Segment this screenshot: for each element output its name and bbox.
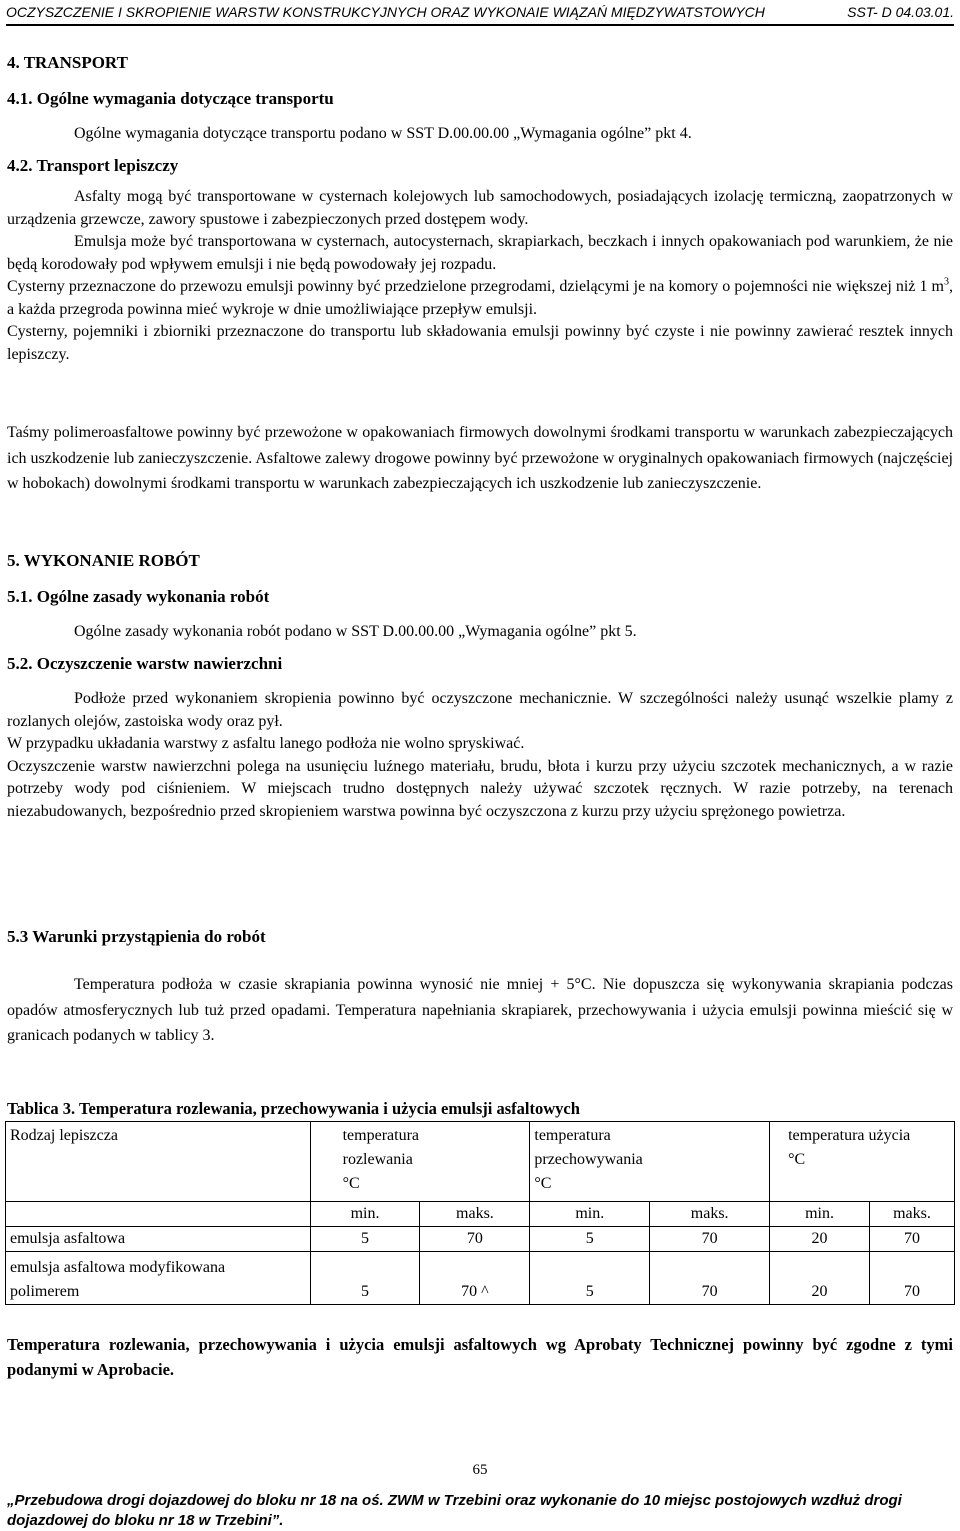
table-cell: 70 [650, 1227, 770, 1252]
table-row [6, 1227, 955, 1252]
paragraph: Cysterny, pojemniki i zbiorniki przeznaczone do transportu lub składowania emulsji powinny być czyste i nie powinny zawierać resztek innych lepiszczy. [7, 323, 953, 363]
table-cell: 70 [870, 1227, 955, 1252]
table-caption: Tablica 3. Temperatura rozlewania, przechowywania i użycia emulsji asfaltowych [7, 1099, 580, 1118]
page-number: 65 [472, 1462, 488, 1478]
header-text: temperatura [534, 1127, 611, 1144]
paragraph-conditions: Temperatura podłoża w czasie skrapiania powinna wynosić nie mniej + 5°C. Nie dopuszcza się wykonywania skrapiania podczas opadów atmosferycznych lub tuż przed opadami. Temperatura napełniania skrapiarek, przechowywania i użycia emulsji powinna mieścić się w granicach podanych w tablicy 3. [7, 976, 953, 1044]
section-4-2-body [7, 186, 953, 366]
header-cell-pouring [310, 1122, 530, 1202]
table-cell: 70 [420, 1227, 530, 1252]
header-title: OCZYSZCZENIE I SKROPIENIE WARSTW KONSTRUKCYJNYCH ORAZ WYKONAIE WIĄZAŃ MIĘDZYWATSTOWYCH [6, 4, 765, 20]
paragraph: Asfalty mogą być transportowane w cysternach kolejowych lub samochodowych, posiadających izolację termiczną, zaopatrzonych w urządzenia grzewcze, zawory spustowe i zabezpieczonych przed dostępem wody. [7, 188, 953, 228]
header-cell-type [6, 1122, 311, 1202]
section-5-2-body [7, 688, 953, 823]
paragraph: W przypadku układania warstwy z asfaltu lanego podłoża nie wolno spryskiwać. [7, 735, 525, 752]
table-row [6, 1252, 955, 1305]
table-cell: 20 [770, 1252, 870, 1305]
header-text: temperatura [342, 1127, 420, 1144]
row-label: emulsja asfaltowa modyfikowana [10, 1259, 226, 1276]
table-cell: maks. [870, 1202, 955, 1227]
table-cell: min. [530, 1202, 650, 1227]
paragraph: Podłoże przed wykonaniem skropienia powinno być oczyszczone mechanicznie. W szczególności należy usunąć wszelkie plamy z rozlanych olejów, zastoiska wody oraz pył. [7, 690, 953, 730]
header-cell-storage [530, 1122, 770, 1202]
section-4-2-heading: 4.2. Transport lepiszczy [7, 156, 179, 175]
table-cell: 5 [310, 1227, 420, 1252]
closing-note: Temperatura rozlewania, przechowywania i użycia emulsji asfaltowych wg Aprobaty Technicznej powinny być zgodne z tymi podanymi w Aprobacie. [7, 1335, 953, 1379]
table-cell: 70 [650, 1252, 770, 1305]
section-5-2-heading: 5.2. Oczyszczenie warstw nawierzchni [7, 654, 283, 673]
section-4-1-heading: 4.1. Ogólne wymagania dotyczące transportu [7, 89, 334, 108]
table-cell: maks. [650, 1202, 770, 1227]
section-5-1-heading: 5.1. Ogólne zasady wykonania robót [7, 587, 270, 606]
table-cell: 20 [770, 1227, 870, 1252]
paragraph: Emulsja może być transportowana w cysternach, autocysternach, skrapiarkach, beczkach i innych opakowaniach pod warunkiem, że nie będą korodowały pod wpływem emulsji i nie będą powodowały jej rozpadu. [7, 233, 953, 273]
header-code: SST- D 04.03.01. [847, 4, 954, 20]
running-footer: „Przebudowa drogi dojazdowej do bloku nr 18 na oś. ZWM w Trzebini oraz wykonanie do 10 miejsc postojowych wzdłuż drogi dojazdowej do bloku nr 18 w Trzebini”. [7, 1492, 902, 1529]
row-label: polimerem [10, 1283, 80, 1300]
table-row [6, 1202, 955, 1227]
paragraph [7, 276, 953, 321]
section-4-1-text: Ogólne wymagania dotyczące transportu podano w SST D.00.00.00 „Wymagania ogólne” pkt 4. [74, 125, 692, 142]
paragraph-text: Cysterny przeznaczone do przewozu emulsji powinny być przedzielone przegrodami, dzielącymi je na komory o pojemności nie większej niż 1 m [7, 278, 944, 295]
section-4-heading: 4. TRANSPORT [7, 53, 128, 72]
table-cell: min. [770, 1202, 870, 1227]
table-cell: 70 [870, 1252, 955, 1305]
temperature-table [5, 1121, 955, 1305]
section-5-1-text: Ogólne zasady wykonania robót podano w SST D.00.00.00 „Wymagania ogólne” pkt 5. [74, 623, 637, 640]
paragraph: Oczyszczenie warstw nawierzchni polega na usunięciu luźnego materiału, brudu, błota i kurzu przy użyciu szczotek mechanicznych, a w razie potrzeby wody pod ciśnieniem. W miejscach trudno dostępnych należy używać szczotek ręcznych. W razie potrzeby, na terenach niezabudowanych, bezpośrednio przed skropieniem warstwa powinna być oczyszczona z kurzu przy użyciu sprężonego powietrza. [7, 757, 953, 820]
header-text: Rodzaj lepiszcza [10, 1127, 118, 1144]
table-cell: 5 [530, 1227, 650, 1252]
paragraph-tapes: Taśmy polimeroasfaltowe powinny być przewożone w opakowaniach firmowych dowolnymi środkami transportu w warunkach zabezpieczających ich uszkodzenie lub zanieczyszczenie. Asfaltowe zalewy drogowe powinny być przewożone w oryginalnych opakowaniach firmowych (najczęściej w hobokach) dowolnymi środkami transportu w warunkach zabezpieczających ich uszkodzenie lub zanieczyszczenie. [7, 424, 953, 492]
header-text: °C [534, 1175, 552, 1192]
table-cell: 70 ^ [420, 1252, 530, 1305]
section-5-3-heading: 5.3 Warunki przystąpienia do robót [7, 927, 266, 946]
header-text: rozlewania [342, 1151, 413, 1168]
table-cell: 5 [310, 1252, 420, 1305]
table-cell: maks. [420, 1202, 530, 1227]
table-cell: emulsja asfaltowa [6, 1227, 311, 1252]
table-cell [6, 1202, 311, 1227]
header-cell-use [770, 1122, 955, 1202]
header-text: °C [342, 1175, 360, 1192]
table-cell: min. [310, 1202, 420, 1227]
running-header [6, 2, 954, 26]
table-cell [6, 1252, 311, 1305]
section-5-heading: 5. WYKONANIE ROBÓT [7, 551, 200, 570]
header-text: przechowywania [534, 1151, 643, 1168]
header-text: temperatura użycia [788, 1127, 911, 1144]
header-text: °C [788, 1151, 806, 1168]
table-cell: 5 [530, 1252, 650, 1305]
superscript: 3 [944, 276, 949, 288]
paragraph-text: , a każda przegroda powinna mieć wykroje w dnie umożliwiające przepływ emulsji. [7, 278, 953, 318]
